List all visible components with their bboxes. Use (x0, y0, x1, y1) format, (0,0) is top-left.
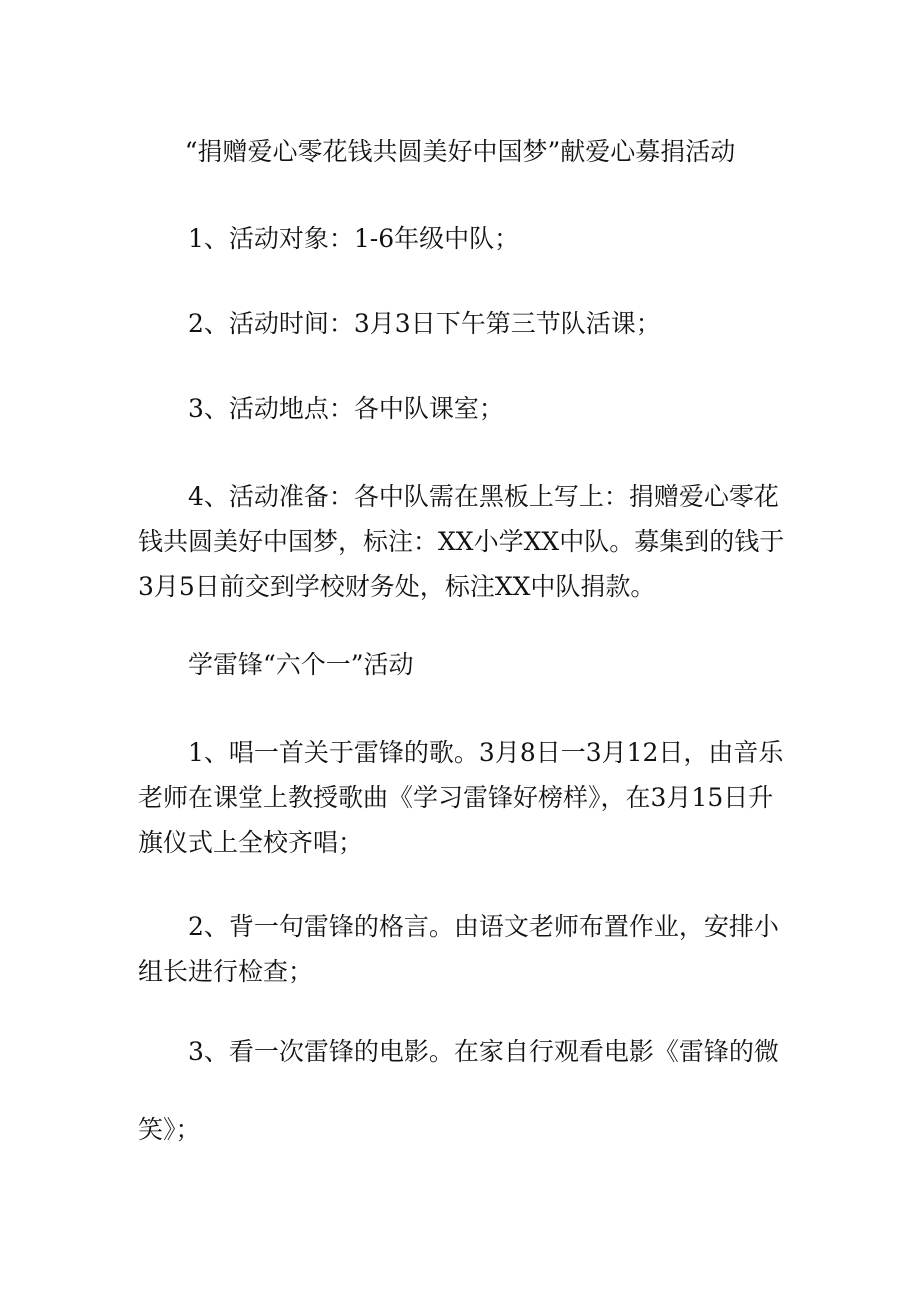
activity-location: 3、活动地点：各中队课室； (188, 394, 504, 423)
activity-time: 2、活动时间：3月3日下午第三节队活课； (188, 309, 661, 338)
activity-target: 1、活动对象：1-6年级中队； (188, 224, 520, 253)
section-title-learn-leifeng: 学雷锋“六个一”活动 (188, 650, 414, 679)
document-title: “捐赠爱心零花钱共圆美好中国梦”献爱心募捐活动 (184, 137, 736, 166)
leifeng-item-movie-line1: 3、看一次雷锋的电影。在家自行观看电影《雷锋的微 (188, 1037, 779, 1066)
activity-preparation: 4、活动准备：各中队需在黑板上写上：捐赠爱心零花钱共圆美好中国梦，标注：XX小学XX中队。募集到的钱于3月5日前交到学校财务处，标注XX中队捐款。 (138, 482, 785, 601)
leifeng-item-movie-line2: 笑》； (138, 1115, 201, 1144)
leifeng-item-sing: 1、唱一首关于雷锋的歌。3月8日一3月12日，由音乐老师在课堂上教授歌曲《学习雷锋好榜样》，在3月15日升旗仪式上全校齐唱； (138, 738, 784, 857)
leifeng-item-motto: 2、背一句雷锋的格言。由语文老师布置作业，安排小组长进行检查； (138, 912, 779, 986)
